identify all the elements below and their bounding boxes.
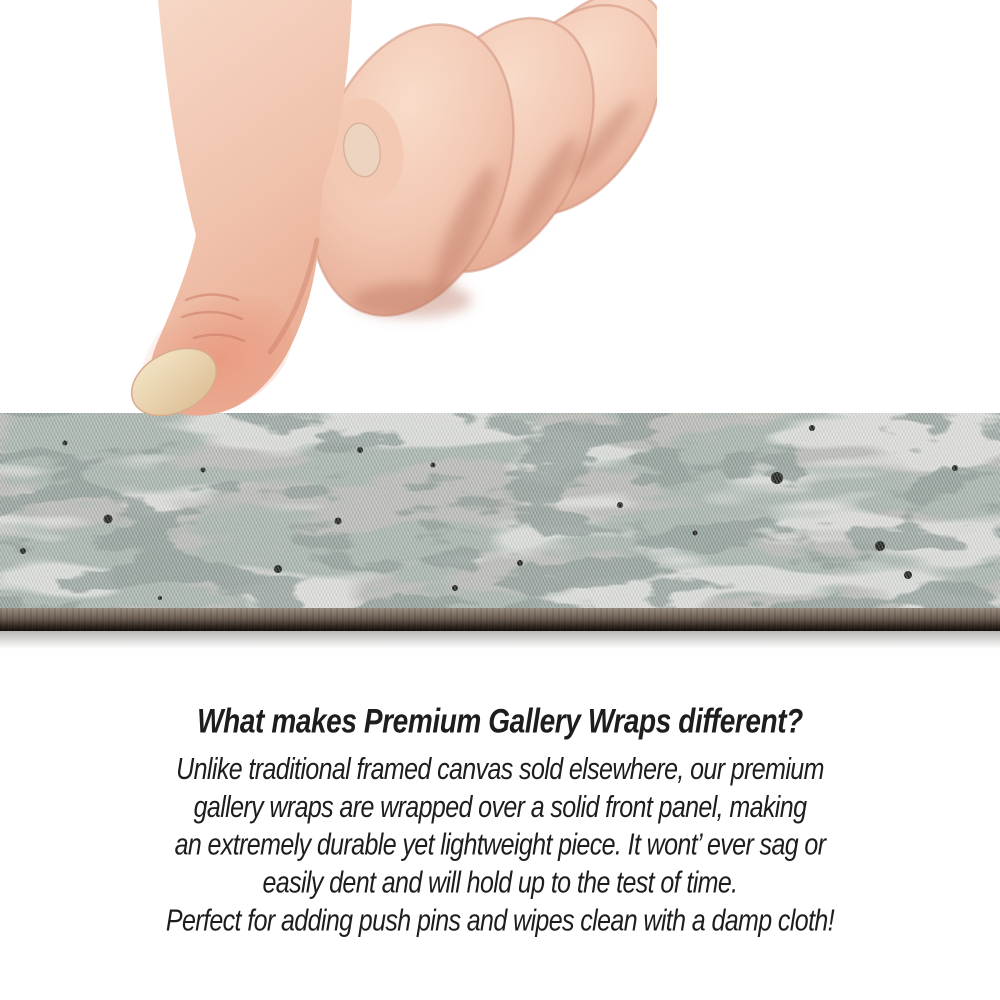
canvas-edge-photo [0, 413, 1000, 653]
description-text-block [0, 701, 1000, 940]
description-line: Unlike traditional framed canvas sold elsewhere, our premium [176, 752, 824, 787]
description-line: easily dent and will hold up to the test of time. [262, 865, 738, 900]
description-line: an extremely durable yet lightweight piece. It wont’ ever sag or [174, 827, 826, 863]
description-line: gallery wraps are wrapped over a solid front panel, making [193, 790, 807, 825]
canvas-drop-shadow [0, 631, 1000, 649]
description-line: Perfect for adding push pins and wipes clean with a damp cloth! [165, 903, 835, 938]
hand-photo [112, 0, 657, 432]
canvas-side-edge [0, 608, 1000, 631]
description-heading: What makes Premium Gallery Wraps different? [197, 702, 803, 741]
canvas-texture [0, 413, 1000, 608]
